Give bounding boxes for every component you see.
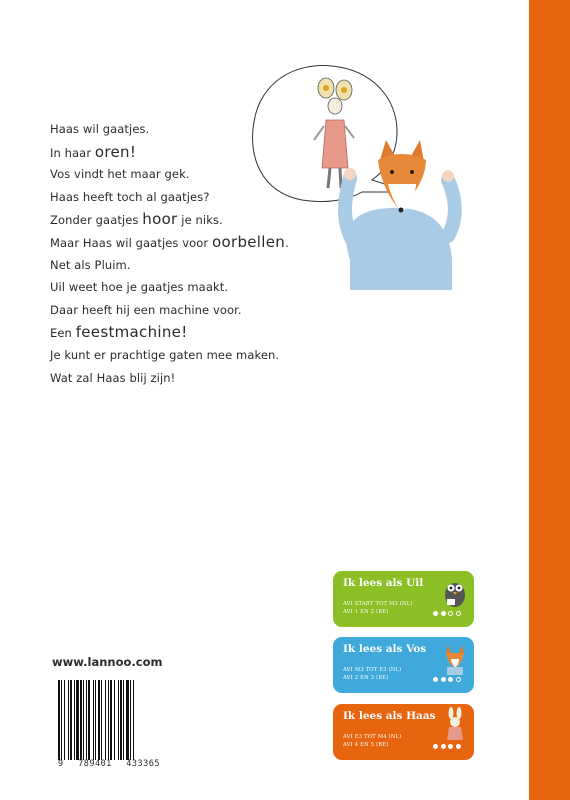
story-line-7: Net als Pluim. — [50, 257, 131, 272]
barcode-bar — [123, 680, 124, 760]
barcode-bar — [110, 680, 112, 760]
barcode-bar — [114, 680, 115, 760]
story-line-4: Haas heeft toch al gaatjes? — [50, 189, 210, 204]
level-dots — [433, 677, 461, 682]
barcode-bar — [93, 680, 94, 760]
barcode-bar — [74, 680, 75, 760]
story-line-1: Haas wil gaatjes. — [50, 122, 150, 136]
barcode-bar — [88, 680, 90, 760]
barcode-bar — [126, 680, 129, 760]
story-line-9: Daar heeft hij een machine voor. — [50, 302, 242, 317]
story-line-11: Je kunt er prachtige gaten mee maken. — [50, 347, 280, 362]
story-line-10: Een feestmachine! — [50, 323, 188, 342]
story-line-5: Zonder gaatjes hoor je niks. — [50, 210, 223, 229]
badge-uil: Ik lees als Uil AVI START TOT M3 (NL) AVI 1 EN 2 (BE) — [333, 571, 474, 627]
story-line-2: In haar oren! — [50, 142, 137, 161]
level-dots — [433, 611, 461, 616]
barcode-bar — [70, 680, 72, 760]
barcode-bar — [64, 680, 65, 760]
barcode — [58, 680, 160, 760]
barcode-bar — [61, 680, 62, 760]
story-line-12: Wat zal Haas blij zijn! — [50, 370, 176, 385]
story-line-8: Uil weet hoe je gaatjes maakt. — [50, 280, 229, 295]
barcode-bar — [133, 680, 134, 760]
level-dots — [433, 744, 461, 749]
barcode-bar — [108, 680, 109, 760]
badge-haas: Ik lees als Haas AVI E3 TOT M4 (NL) AVI 4 EN 5 (BE) — [333, 704, 474, 760]
barcode-bar — [105, 680, 106, 760]
barcode-bar — [120, 680, 122, 760]
badge-vos: Ik lees als Vos AVI M3 TOT E3 (NL) AVI 2 EN 3 (BE) — [333, 637, 474, 693]
fox-thinking-of-rabbit-illustration — [240, 60, 465, 290]
barcode-bar — [118, 680, 119, 760]
barcode-bar — [80, 680, 82, 760]
isbn-number: 9 789401 433365 — [58, 759, 160, 769]
publisher-website[interactable]: www.lannoo.com — [52, 655, 163, 669]
fox-illustration — [344, 140, 455, 290]
rabbit-icon — [438, 706, 472, 742]
barcode-bar — [58, 680, 60, 760]
barcode-bar — [83, 680, 84, 760]
book-spine-strip — [529, 0, 570, 800]
barcode-bar — [130, 680, 131, 760]
barcode-bar — [101, 680, 102, 760]
barcode-bar — [86, 680, 87, 760]
barcode-bar — [95, 680, 96, 760]
barcode-bar — [68, 680, 69, 760]
barcode-bar — [98, 680, 100, 760]
barcode-bar — [76, 680, 79, 760]
story-line-3: Vos vindt het maar gek. — [50, 167, 190, 182]
owl-icon — [438, 573, 472, 609]
fox-icon — [438, 639, 472, 675]
story-line-6: Maar Haas wil gaatjes voor oorbellen. — [50, 232, 289, 251]
